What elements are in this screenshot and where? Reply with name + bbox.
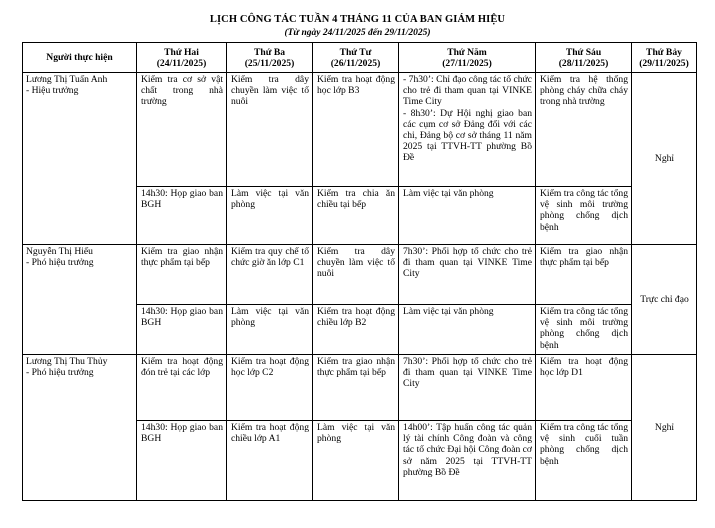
schedule-cell: Làm việc tại văn phòng: [227, 187, 313, 245]
schedule-cell: Làm việc tại văn phòng: [399, 187, 536, 245]
schedule-cell: 14h30: Họp giao ban BGH: [137, 421, 227, 501]
schedule-cell: Kiểm tra công tác tổng vệ sinh môi trường phòng chống dịch bệnh: [536, 187, 632, 245]
schedule-cell: Kiểm tra hoạt động chiều lớp B2: [313, 305, 399, 355]
saturday-cell: Nghỉ: [632, 73, 697, 245]
schedule-cell: Làm việc tại văn phòng: [227, 305, 313, 355]
schedule-cell: Kiểm tra giao nhận thực phẩm tại bếp: [313, 355, 399, 421]
schedule-cell: Kiểm tra công tác tổng vệ sinh cuối tuần phòng chống dịch bệnh: [536, 421, 632, 501]
schedule-cell: 14h30: Họp giao ban BGH: [137, 305, 227, 355]
document-subtitle: (Từ ngày 24/11/2025 đến 29/11/2025): [284, 28, 431, 38]
table-header-row: [23, 43, 697, 73]
schedule-cell: Kiểm tra giao nhận thực phẩm tại bếp: [137, 245, 227, 305]
document-title: LỊCH CÔNG TÁC TUẦN 4 THÁNG 11 CỦA BAN GIÁM HIỆU: [209, 14, 506, 25]
schedule-cell: Kiểm tra công tác tổng vệ sinh môi trường phòng chống dịch bệnh: [536, 305, 632, 355]
schedule-cell: Kiểm tra hoạt động chiều lớp A1: [227, 421, 313, 501]
header-cell: Thứ Bảy (29/11/2025): [632, 43, 697, 73]
schedule-cell: Kiểm tra hoạt động học lớp D1: [536, 355, 632, 421]
schedule-cell: Kiểm tra dây chuyền làm việc tổ nuôi: [313, 245, 399, 305]
person-cell: Lương Thị Tuấn Anh - Hiệu trưởng: [23, 73, 137, 245]
saturday-cell: Trực chỉ đạo: [632, 245, 697, 355]
schedule-cell: Kiểm tra dây chuyền làm việc tổ nuôi: [227, 73, 313, 187]
schedule-cell: Kiểm tra hoạt động đón trẻ tại các lớp: [137, 355, 227, 421]
table-row: [23, 73, 697, 187]
table-row: [23, 245, 697, 305]
schedule-cell: Kiểm tra cơ sở vật chất trong nhà trường: [137, 73, 227, 187]
table-row: [23, 355, 697, 421]
schedule-cell: Kiểm tra hoạt động học lớp C2: [227, 355, 313, 421]
schedule-cell: 14h30: Họp giao ban BGH: [137, 187, 227, 245]
person-cell: Nguyễn Thị Hiếu - Phó hiệu trưởng: [23, 245, 137, 355]
schedule-cell: 7h30’: Phối hợp tổ chức cho trẻ đi tham quan tại VINKE Time City: [399, 245, 536, 305]
schedule-cell: Làm việc tại văn phòng: [313, 421, 399, 501]
schedule-cell: Làm việc tại văn phòng: [399, 305, 536, 355]
schedule-cell: Kiểm tra quy chế tổ chức giờ ăn lớp C1: [227, 245, 313, 305]
schedule-cell: Kiểm tra hệ thống phòng cháy chữa cháy trong nhà trường: [536, 73, 632, 187]
schedule-cell: 14h00’: Tập huấn công tác quản lý tài chính Công đoàn và công tác tổ chức Đại hội Công đoàn cơ sở năm 2025 tại TTVH-TT phường Bồ Đề: [399, 421, 536, 501]
header-cell: Thứ Ba (25/11/2025): [227, 43, 313, 73]
header-cell: Thứ Năm (27/11/2025): [399, 43, 536, 73]
schedule-cell: - 7h30’: Chỉ đạo công tác tổ chức cho trẻ đi tham quan tại VINKE Time City - 8h30’: Dự Hội nghị giao ban các cụm cơ sở Đảng đối với các chi, Đảng bộ cơ sở tháng 11 năm 2025 tại TTVH-TT phường Bồ Đề: [399, 73, 536, 187]
header-cell: Người thực hiện: [23, 43, 137, 73]
person-cell: Lương Thị Thu Thủy - Phó hiệu trưởng: [23, 355, 137, 501]
schedule-cell: Kiểm tra hoạt động học lớp B3: [313, 73, 399, 187]
schedule-cell: 7h30’: Phối hợp tổ chức cho trẻ đi tham quan tại VINKE Time City: [399, 355, 536, 421]
header-cell: Thứ Hai (24/11/2025): [137, 43, 227, 73]
saturday-cell: Nghỉ: [632, 355, 697, 501]
schedule-cell: Kiểm tra chia ăn chiều tại bếp: [313, 187, 399, 245]
header-cell: Thứ Sáu (28/11/2025): [536, 43, 632, 73]
schedule-cell: Kiểm tra giao nhận thực phẩm tại bếp: [536, 245, 632, 305]
schedule-table: [22, 42, 697, 501]
header-cell: Thứ Tư (26/11/2025): [313, 43, 399, 73]
